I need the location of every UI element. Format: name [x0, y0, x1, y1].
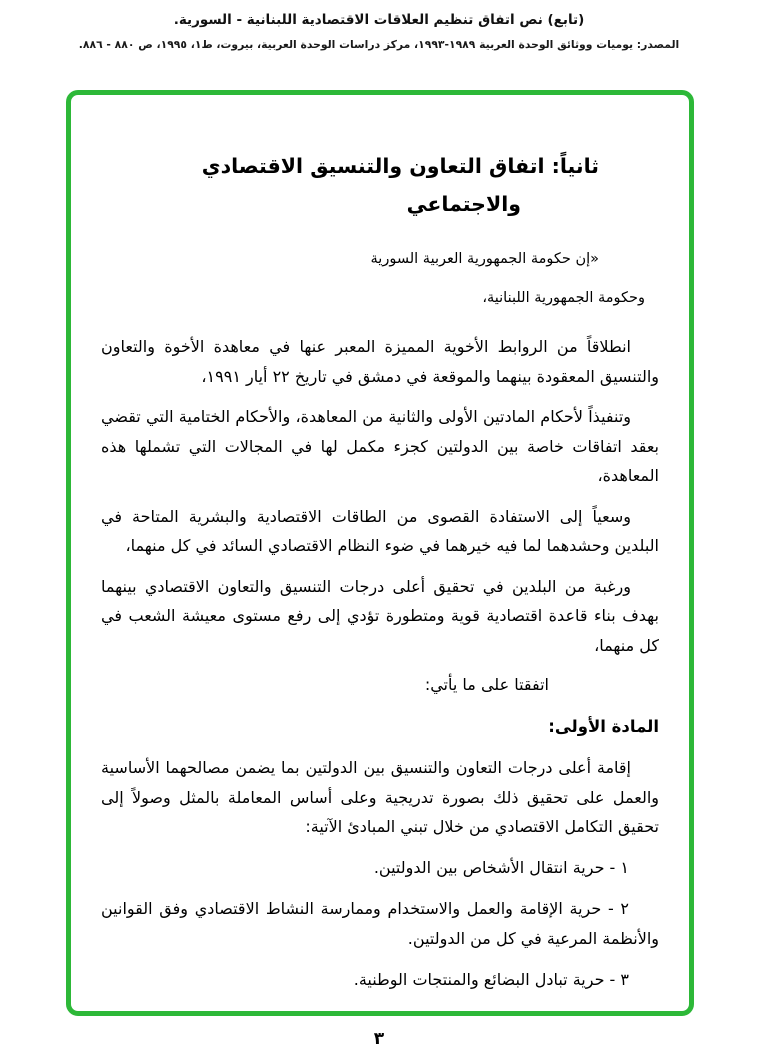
article-1-body: إقامة أعلى درجات التعاون والتنسيق بين الدولتين بما يضمن مصالحهما الأساسية والعمل على تحقيق ذلك بصورة تدريجية وعلى أساس المعاملة بالمثل وصولاً إلى تحقيق التكامل الاقتصادي من خلال تبني المبادئ الآتية:: [101, 758, 659, 836]
paragraph-2: وتنفيذاً لأحكام المادتين الأولى والثانية من المعاهدة، والأحكام الختامية التي تقضي بعقد اتفاقات خاصة بين الدولتين كجزء مكمل لها في المجالات التي تشملها هذه المعاهدة،: [101, 407, 659, 485]
agreement-line: اتفقتا على ما يأتي:: [424, 675, 549, 694]
article-1-item-3: ٣ - حرية تبادل البضائع والمنتجات الوطنية.: [353, 970, 629, 989]
article-1-heading: المادة الأولى:: [548, 717, 659, 736]
preamble-lebanon: وحكومة الجمهورية اللبنانية،: [482, 290, 645, 306]
doc-title-line1: ثانياً: اتفاق التعاون والتنسيق الاقتصادي: [201, 154, 599, 178]
header-title: (تابع) نص اتفاق تنظيم العلاقات الاقتصادية اللبنانية - السورية.: [173, 12, 585, 28]
article-1-item-1: ١ - حرية انتقال الأشخاص بين الدولتين.: [373, 857, 629, 877]
document-frame: [66, 90, 694, 1016]
article-1-item-2: ٢ - حرية الإقامة والعمل والاستخدام وممارسة النشاط الاقتصادي وفق القوانين والأنظمة المرعية في كل من الدولتين.: [101, 899, 659, 948]
page-number: ٣: [373, 1029, 385, 1049]
page-header: [0, 12, 758, 51]
doc-title-line2: والاجتماعي: [406, 192, 521, 216]
paragraph-1: انطلاقاً من الروابط الأخوية المميزة المعبر عنها في معاهدة الأخوة والتعاون والتنسيق المعقودة بينهما والموقعة في دمشق في تاريخ ٢٢ أيار ١٩٩١،: [101, 337, 659, 386]
header-source: المصدر: يوميات ووثائق الوحدة العربية ١٩٨٩-١٩٩٣، مركز دراسات الوحدة العربية، بيروت، ط١، ١٩٩٥، ص ٨٨٠ - ٨٨٦.: [78, 38, 680, 51]
paragraph-3: وسعياً إلى الاستفادة القصوى من الطاقات الاقتصادية والبشرية المتاحة في البلدين وحشدهما لما فيه خيرهما في ضوء النظام الاقتصادي السائد في كل منهما،: [101, 506, 659, 555]
paragraph-4: ورغبة من البلدين في تحقيق أعلى درجات التنسيق والتعاون الاقتصادي بينهما بهدف بناء قاعدة اقتصادية قوية ومتطورة تؤدي إلى رفع مستوى معيشة الشعب في كل منهما،: [101, 576, 659, 655]
doc-title: [101, 147, 659, 223]
preamble-syria: «إن حكومة الجمهورية العربية السورية: [370, 251, 599, 267]
